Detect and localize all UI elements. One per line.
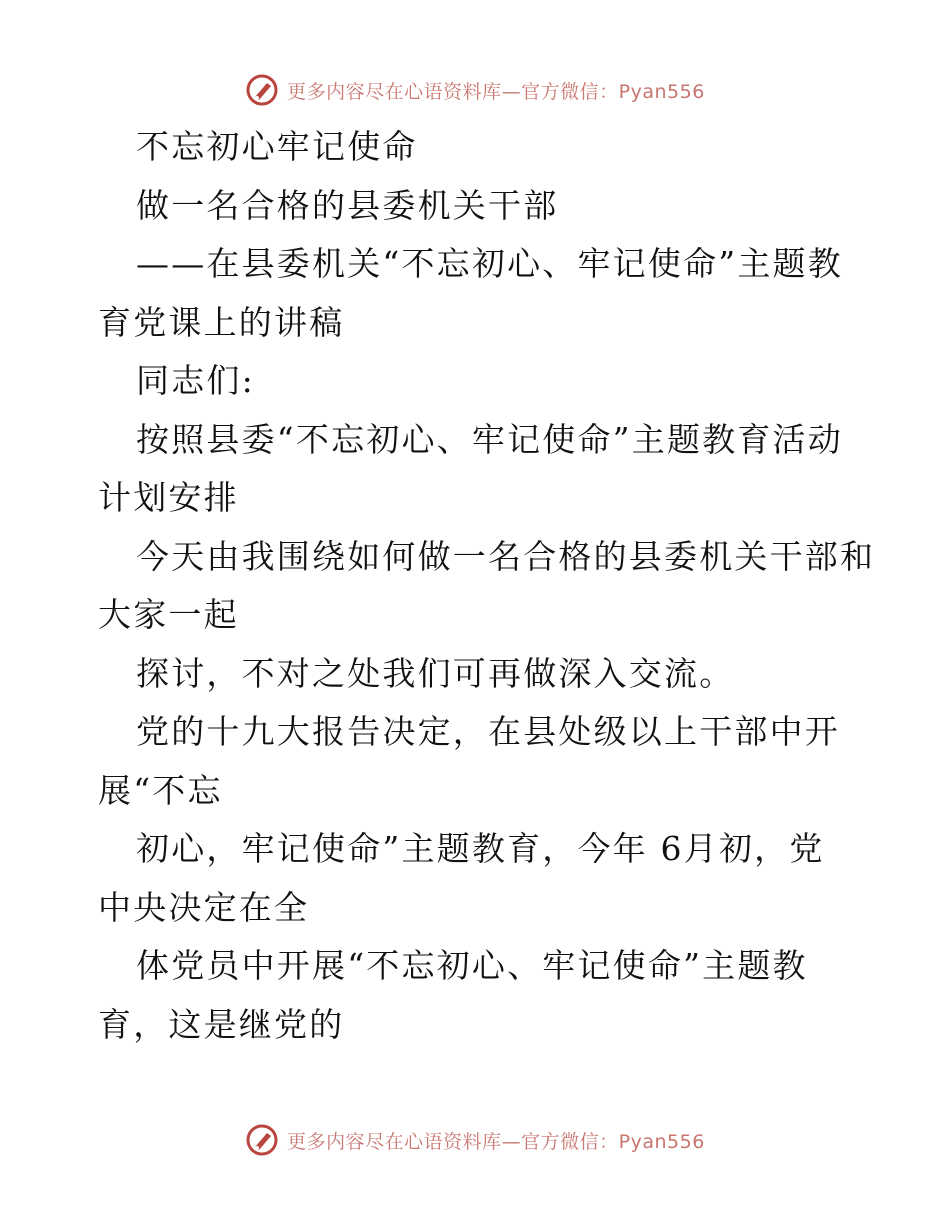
doc-line: 计划安排 <box>98 478 239 517</box>
doc-line: 不忘初心牢记使命 <box>136 127 418 166</box>
doc-line: 育，这是继党的 <box>98 1004 345 1044</box>
doc-line: 育党课上的讲稿 <box>98 302 345 342</box>
pen-logo-icon <box>245 73 279 107</box>
doc-line: 大家一起 <box>98 595 239 634</box>
doc-line: 按照县委“不忘初心、牢记使命”主题教育活动 <box>136 419 843 459</box>
watermark-text: 更多内容尽在心语资料库—官方微信：Pyan556 <box>287 80 705 103</box>
doc-line: 同志们: <box>136 361 255 400</box>
doc-line: 做一名合格的县委机关干部 <box>136 185 559 225</box>
doc-line: 展“不忘 <box>98 770 223 810</box>
watermark-text: 更多内容尽在心语资料库—官方微信：Pyan556 <box>287 1130 705 1153</box>
doc-line: 党的十九大报告决定，在县处级以上干部中开 <box>136 712 840 751</box>
doc-line: 中央决定在全 <box>98 887 310 927</box>
document-body <box>98 118 876 1054</box>
doc-line: 今天由我围绕如何做一名合格的县委机关干部和 <box>136 536 876 576</box>
header-watermark <box>0 70 950 110</box>
footer-watermark <box>0 1120 950 1160</box>
pen-logo-icon <box>245 1123 279 1157</box>
doc-line: 体党员中开展“不忘初心、牢记使命”主题教 <box>136 946 808 985</box>
doc-line: 初心，牢记使命”主题教育，今年 6月初，党 <box>136 829 825 868</box>
doc-line: 探讨，不对之处我们可再做深入交流。 <box>136 653 735 693</box>
doc-line: ——在县委机关“不忘初心、牢记使命”主题教 <box>136 244 843 283</box>
